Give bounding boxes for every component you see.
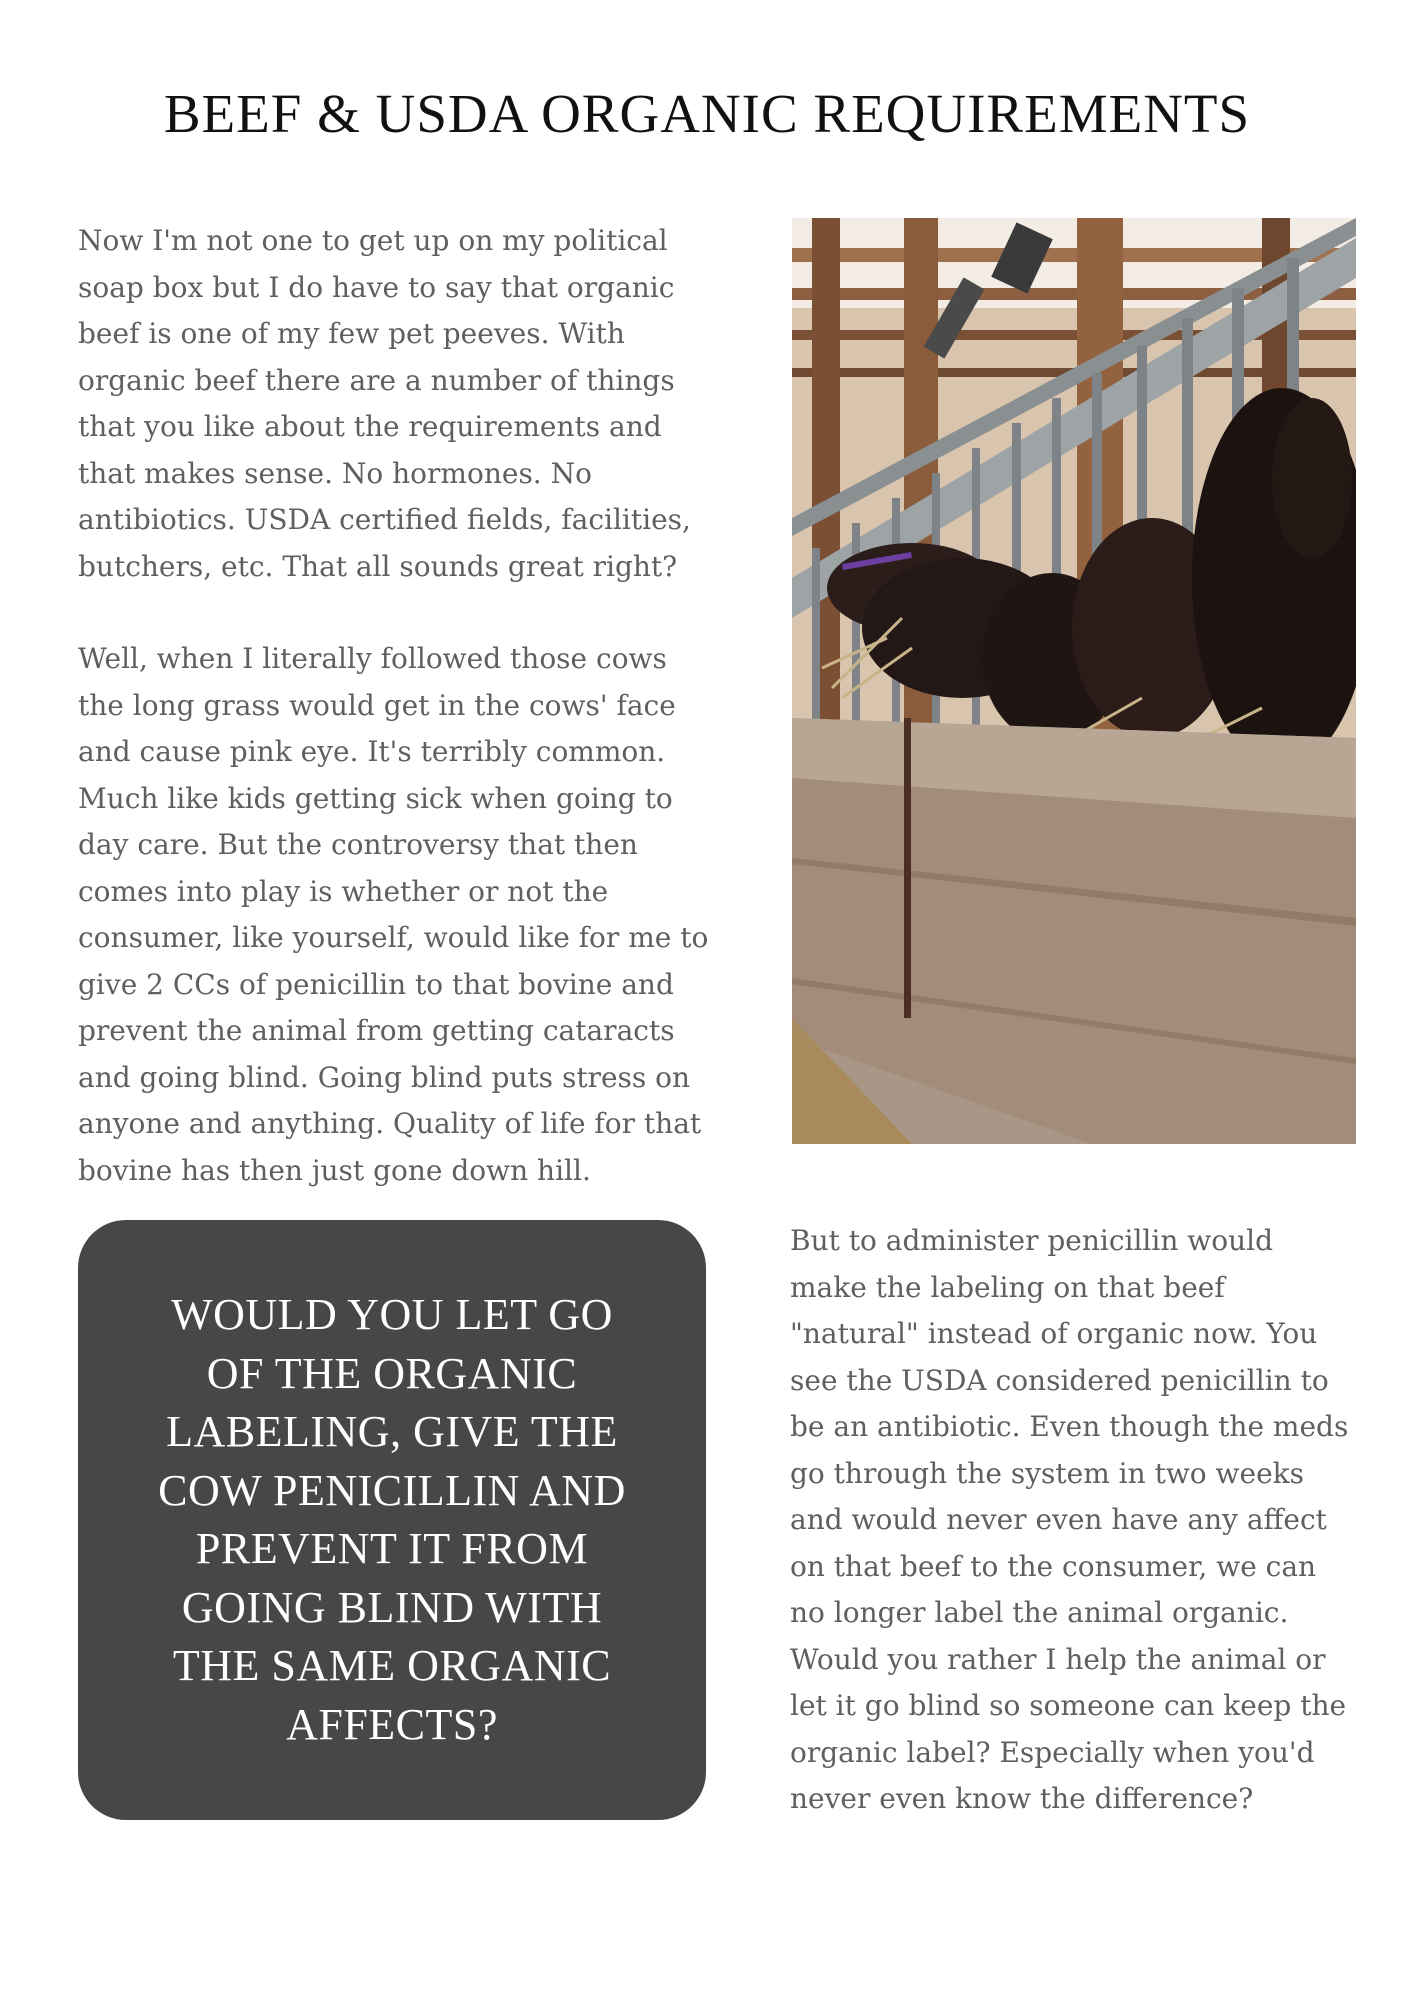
paragraph-labeling: But to administer penicillin would make the labeling on that beef "natural" instead of organic now. You see the USDA considered penicillin to be an antibiotic. Even though the meds go through the system in two weeks and would never even have any affect on that beef to the consumer, we can no longer label the animal organic. Would you rather I help the animal or let it go blind so someone can keep the organic label? Especially when you'd never even know the difference? (790, 1224, 1349, 1815)
cattle-feeding-photo (792, 218, 1356, 1144)
page-title: BEEF & USDA ORGANIC REQUIREMENTS (163, 83, 1251, 144)
callout-box (78, 1220, 706, 1820)
cattle-barn-illustration (792, 218, 1356, 1144)
paragraph-pink-eye: Well, when I literally followed those cows the long grass would get in the cows' face and cause pink eye. It's terribly common. Much like kids getting sick when going to day care. But the controversy that then comes into play is whether or not the consumer, like yourself, would like for me to give 2 CCs of penicillin to that bovine and prevent the animal from getting cataracts and going blind. Going blind puts stress on anyone and anything. Quality of life for that bovine has then just gone down hill. (78, 642, 709, 1187)
callout-question: WOULD YOU LET GO OF THE ORGANIC LABELING, GIVE THE COW PENICILLIN AND PREVENT IT FROM GOING BLIND WITH THE SAME ORGANIC AFFECTS? (158, 1290, 626, 1749)
paragraph-intro: Now I'm not one to get up on my political soap box but I do have to say that organic beef is one of my few pet peeves. With organic beef there are a number of things that you like about the requirements and that makes sense. No hormones. No antibiotics. USDA certified fields, facilities, butchers, etc. That all sounds great right? (78, 224, 691, 583)
